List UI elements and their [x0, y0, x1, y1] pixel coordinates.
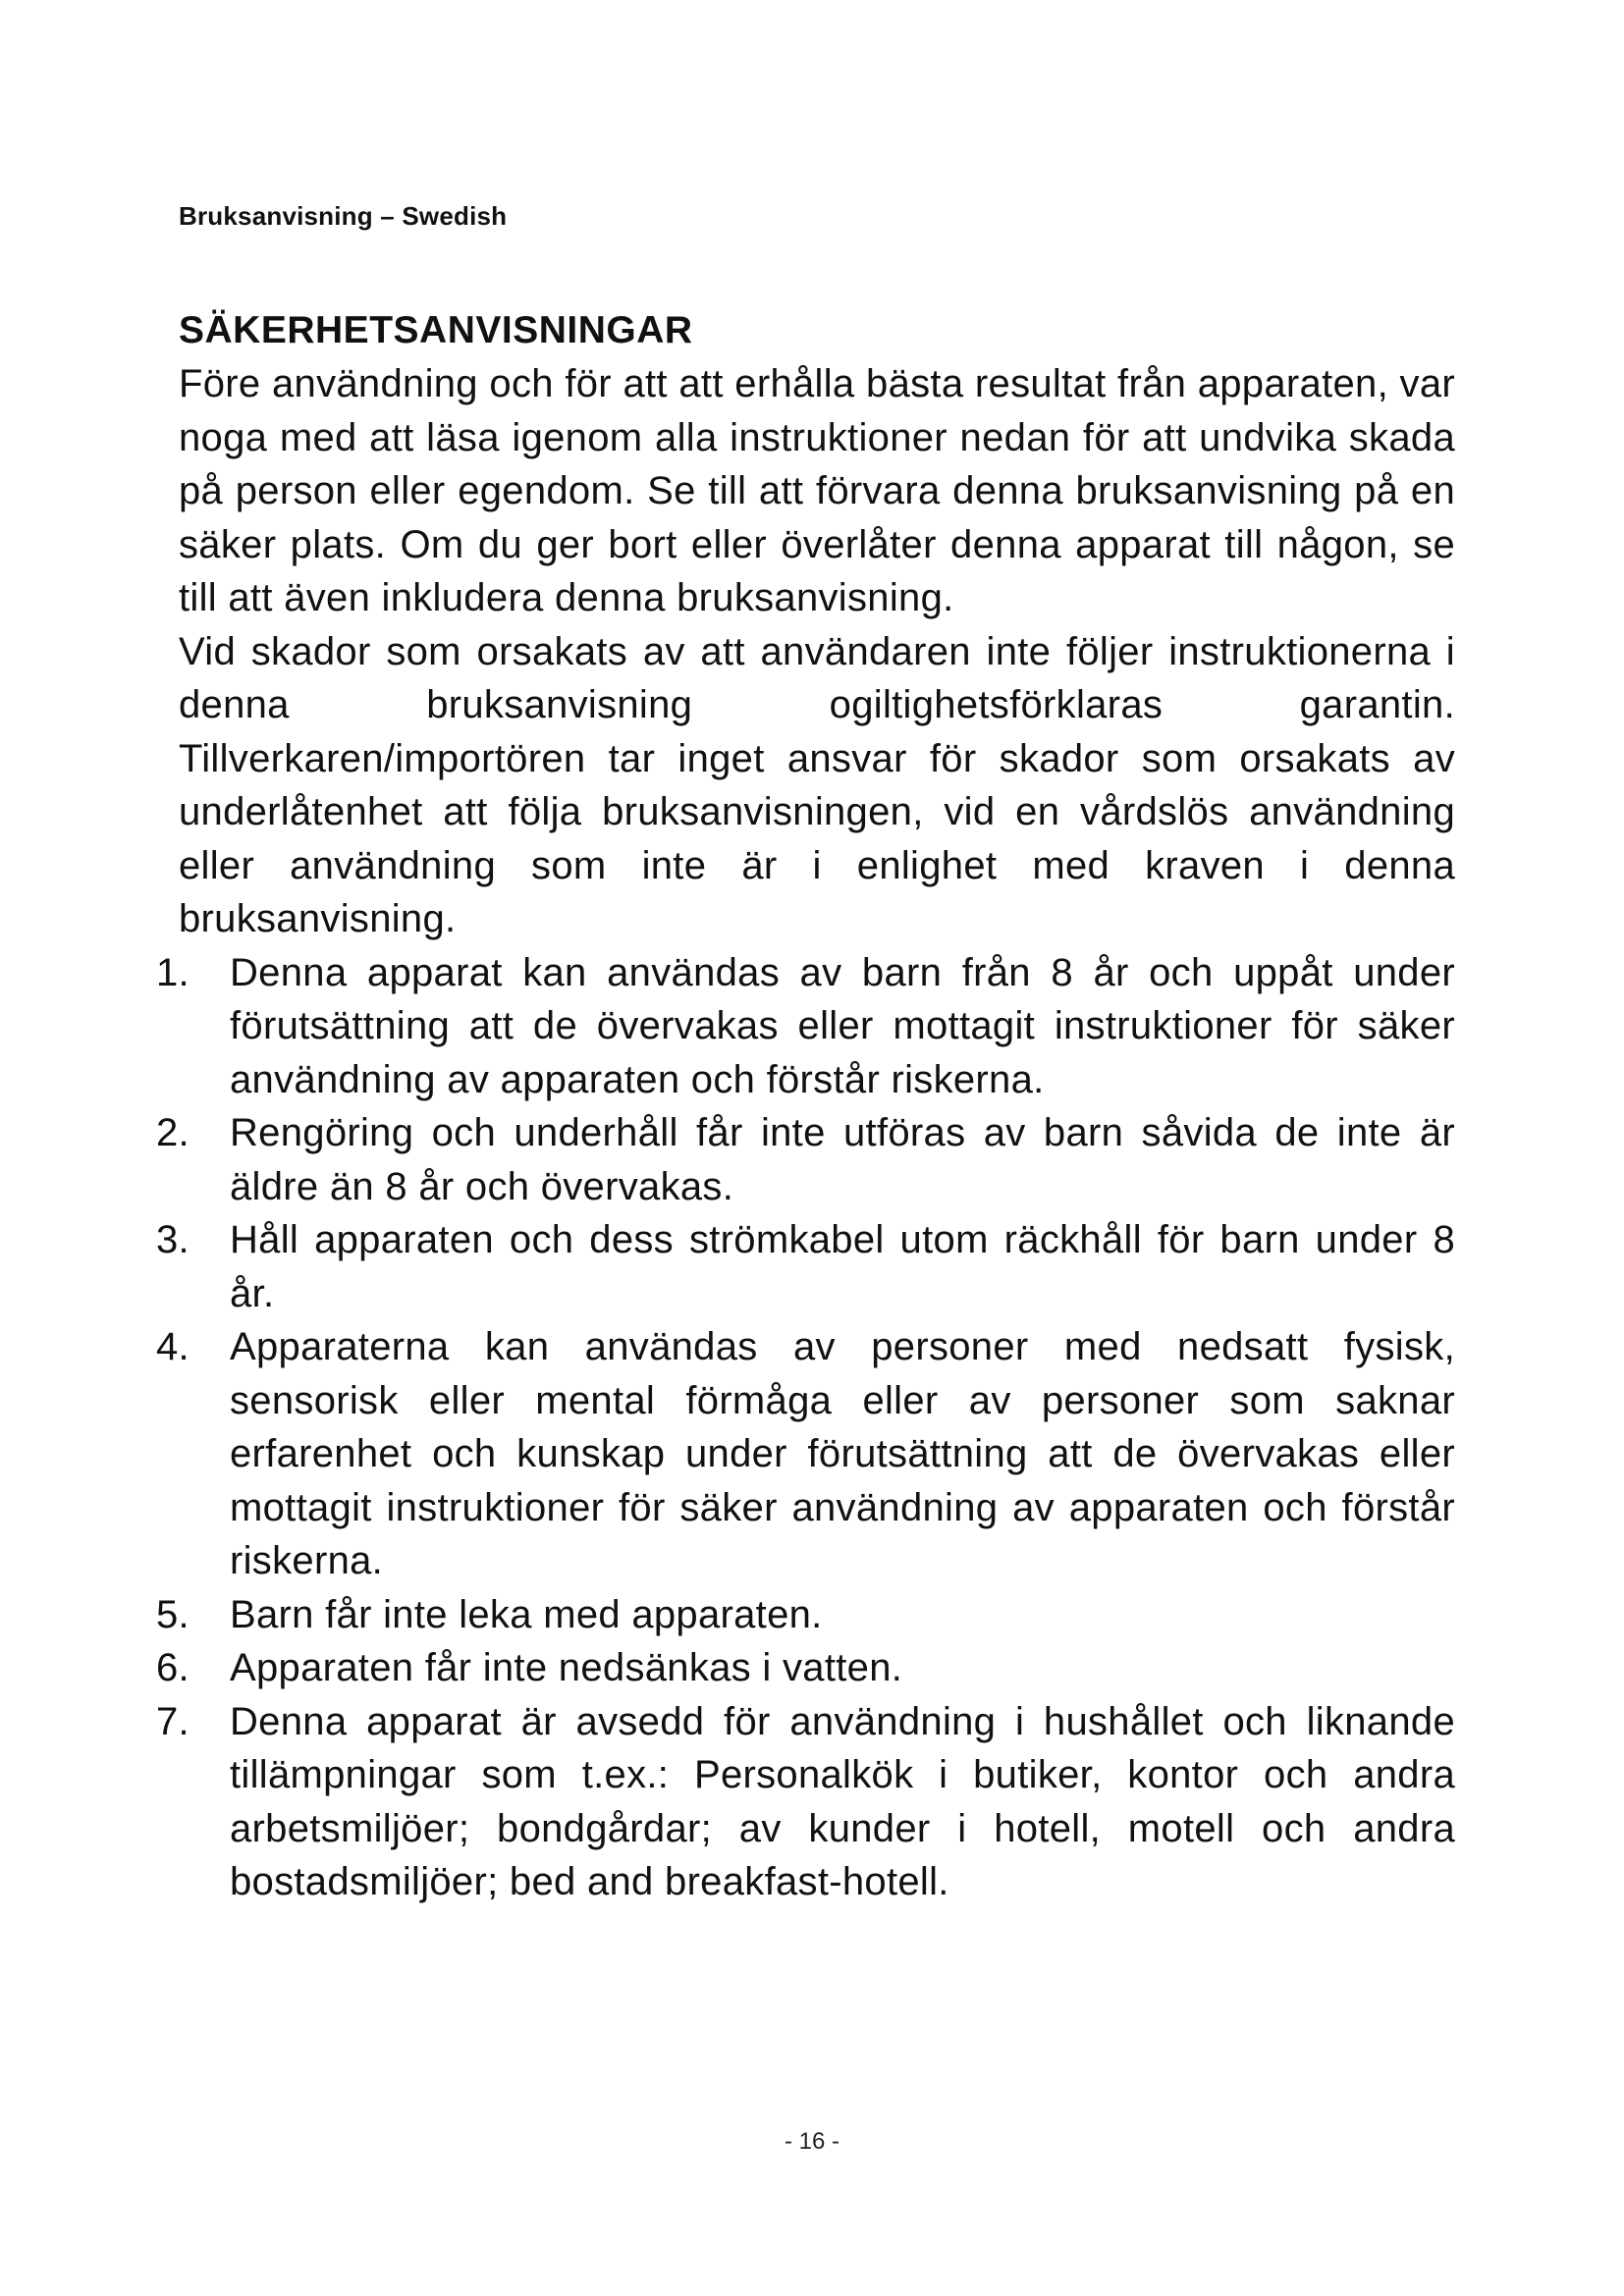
safety-section	[156, 304, 1455, 1909]
safety-rule-item	[156, 1588, 1455, 1642]
rule-text: Apparaterna kan användas av personer med nedsatt fysisk, sensorisk eller mental förmåga eller av personer som saknar erfarenhet och kunskap under förutsättning att de övervakas eller mottagit instruktioner för säker användning av apparaten och förstår riskerna.	[230, 1325, 1455, 1582]
section-title: SÄKERHETSANVISNINGAR	[179, 309, 693, 351]
rule-number: 3.	[156, 1218, 189, 1261]
rule-text: Denna apparat kan användas av barn från 8 år och uppåt under förutsättning att de övervakas eller mottagit instruktioner för säker användning av apparaten och förstår riskerna.	[230, 950, 1455, 1101]
safety-rule-item	[156, 946, 1455, 1107]
rule-text: Rengöring och underhåll får inte utföras av barn såvida de inte är äldre än 8 år och övervakas.	[230, 1111, 1455, 1208]
rule-text: Apparaten får inte nedsänkas i vatten.	[230, 1646, 903, 1689]
safety-rule-item	[156, 1641, 1455, 1695]
rule-number: 6.	[156, 1646, 189, 1689]
rule-number: 2.	[156, 1111, 189, 1154]
rule-number: 4.	[156, 1325, 189, 1368]
rule-text: Håll apparaten och dess strömkabel utom räckhåll för barn under 8 år.	[230, 1218, 1455, 1315]
safety-rule-item	[156, 1106, 1455, 1213]
safety-rule-item	[156, 1695, 1455, 1909]
warranty-paragraph: Vid skador som orsakats av att användaren inte följer instruktionerna i denna bruksanvisning ogiltighetsförklaras garantin. Tillverkaren/importören tar inget ansvar för skador som orsakats av underlåtenhet att följa bruksanvisningen, vid en vårdslös användning eller användning som inte är i enlighet med kraven i denna bruksanvisning.	[179, 629, 1455, 940]
rule-text: Denna apparat är avsedd för användning i hushållet och liknande tillämpningar som t.ex.: Personalkök i butiker, kontor och andra arbetsmiljöer; bondgårdar; av kunder i hotell, motell och andra bostadsmiljöer; bed and breakfast-hotell.	[230, 1699, 1455, 1903]
safety-rule-item	[156, 1320, 1455, 1588]
document-header: Bruksanvisning – Swedish	[179, 201, 508, 231]
rule-text: Barn får inte leka med apparaten.	[230, 1592, 823, 1636]
rule-number: 7.	[156, 1699, 189, 1743]
safety-rule-item	[156, 1213, 1455, 1320]
rule-number: 5.	[156, 1592, 189, 1636]
safety-rule-list	[156, 946, 1455, 1909]
intro-paragraph: Före användning och för att att erhålla bästa resultat från apparaten, var noga med att läsa igenom alla instruktioner nedan för att undvika skada på person eller egendom. Se till att förvara denna bruksanvisning på en säker plats. Om du ger bort eller överlåter denna apparat till någon, se till att även inkludera denna bruksanvisning.	[179, 362, 1455, 619]
rule-number: 1.	[156, 950, 189, 994]
page-number: - 16 -	[784, 2128, 839, 2155]
